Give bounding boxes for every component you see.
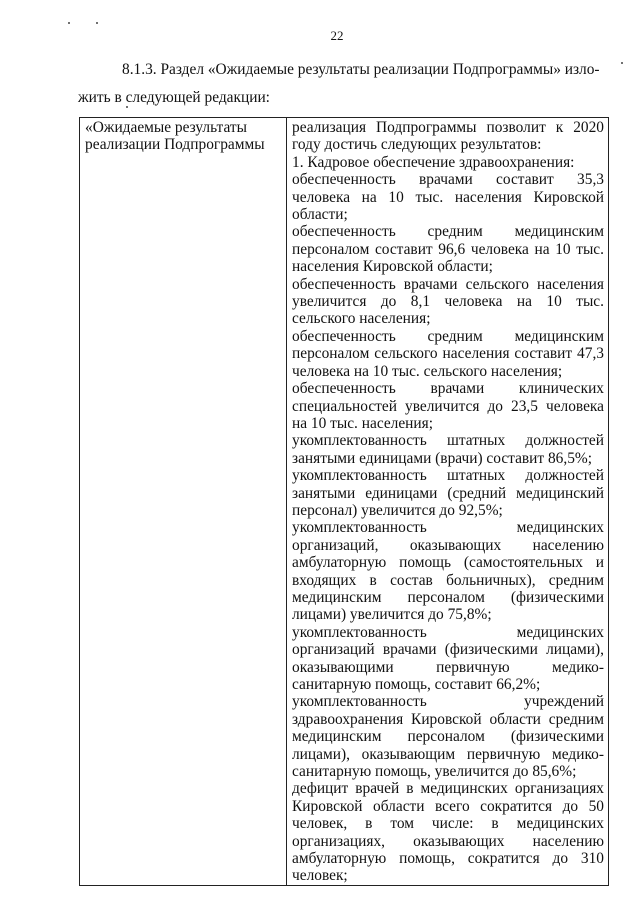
intro-paragraph: [78, 56, 605, 112]
list-item: укомплектованность медицинских организаций, оказывающих населению амбулаторную помощь (самостоятельных и входящих в состав больничных), средним медицинским персоналом (физическими лицами) увеличится до 75,8%;: [292, 519, 604, 624]
list-item: укомплектованность штатных должностей занятыми единицами (средний медицинский персонал) увеличится до 92,5%;: [292, 467, 604, 519]
list-item: дефицит врачей в медицинских организациях Кировской области всего сократится до 50 человек, в том числе: в медицинских организациях, оказывающих населению амбулаторную помощь, сократится до 310 человек;: [292, 780, 604, 885]
list-item: укомплектованность штатных должностей занятыми единицами (врачи) составит 86,5%;: [292, 432, 604, 467]
scan-speck: [126, 106, 128, 108]
intro-line-2: жить в следующей редакции:: [78, 89, 270, 106]
table-cell-left: [80, 118, 287, 886]
list-item: обеспеченность средним медицинским персоналом составит 96,6 человека на 10 тыс. населения Кировской области;: [292, 223, 604, 276]
table-row: [80, 118, 609, 886]
results-table: [79, 117, 609, 886]
scan-speck: [621, 62, 623, 64]
intro-line-1: 8.1.3. Раздел «Ожидаемые результаты реализации Подпрограммы» изло-: [122, 61, 600, 78]
list-item: реализация Подпрограммы позволит к 2020 году достичь следующих результатов:: [292, 119, 604, 154]
scan-speck: [68, 22, 70, 24]
list-item: обеспеченность средним медицинским персоналом сельского населения составит 47,3 человека на 10 тыс. сельского населения;: [292, 327, 604, 380]
list-item: укомплектованность медицинских организаций врачами (физическими лицами), оказывающими первичную медико-санитарную помощь, составит 66,2%;: [292, 623, 604, 693]
section-heading: «Ожидаемые результаты реализации Подпрограммы: [85, 119, 265, 154]
list-item: 1. Кадровое обеспечение здравоохранения:: [292, 153, 575, 171]
page-number: 22: [330, 28, 344, 43]
list-item: обеспеченность врачами сельского населения увеличится до 8,1 человека на 10 тыс. сельского населения;: [292, 275, 604, 328]
list-item: обеспеченность врачами клинических специальностей увеличится до 23,5 человека на 10 тыс. населения;: [292, 380, 604, 432]
list-item: обеспеченность врачами составит 35,3 человека на 10 тыс. населения Кировской области;: [292, 171, 604, 224]
scan-speck: [96, 22, 98, 24]
list-item: укомплектованность учреждений здравоохранения Кировской области средним медицинским персоналом (физическими лицами), оказывающим первичную медико-санитарную помощь, увеличится до 85,6%;: [292, 693, 604, 781]
table-cell-right: [287, 118, 609, 886]
